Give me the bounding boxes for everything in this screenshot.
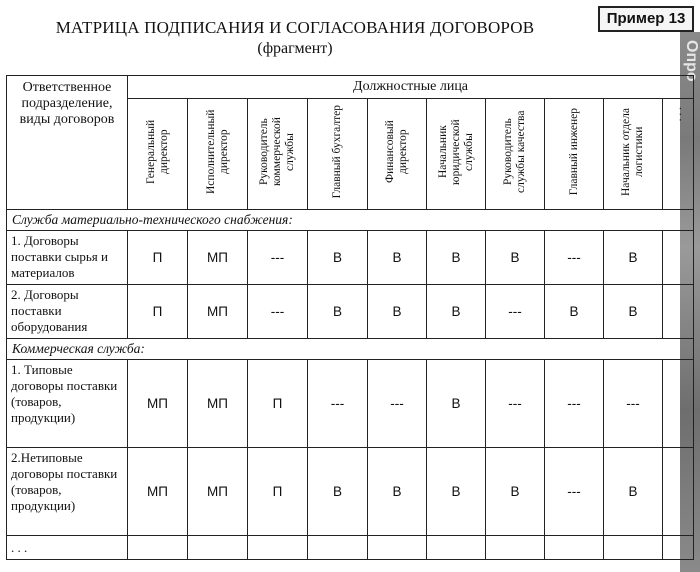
matrix-cell: В bbox=[427, 285, 486, 339]
matrix-cell: В bbox=[368, 231, 427, 285]
matrix-cell bbox=[188, 536, 248, 560]
table-row bbox=[7, 231, 694, 285]
table-row bbox=[7, 536, 694, 560]
first-column-header: Ответственное подразделение, виды договоров bbox=[7, 76, 128, 210]
matrix-cell: В bbox=[427, 360, 486, 448]
matrix-cell: В bbox=[427, 231, 486, 285]
document-subtitle: (фрагмент) bbox=[257, 40, 333, 57]
matrix-cell: МП bbox=[188, 231, 248, 285]
position-header bbox=[663, 99, 694, 210]
position-header-label: Главный бухгалтер bbox=[331, 105, 343, 199]
matrix-cell bbox=[128, 536, 188, 560]
matrix-cell: В bbox=[486, 231, 545, 285]
matrix-cell bbox=[545, 536, 604, 560]
position-header bbox=[368, 99, 427, 210]
matrix-cell: МП bbox=[128, 448, 188, 536]
section-title: Коммерческая служба: bbox=[7, 339, 694, 360]
matrix-cell: В bbox=[308, 448, 368, 536]
contract-type-label: 2. Договоры поставки оборудования bbox=[7, 285, 128, 339]
matrix-cell bbox=[604, 536, 663, 560]
position-header bbox=[128, 99, 188, 210]
matrix-cell bbox=[663, 231, 694, 285]
section-title: Служба материально-технического снабжения: bbox=[7, 210, 694, 231]
matrix-cell bbox=[248, 536, 308, 560]
position-header-label: Руководитель коммерческой службы bbox=[258, 117, 296, 187]
matrix-cell: --- bbox=[248, 231, 308, 285]
matrix-cell: --- bbox=[545, 448, 604, 536]
position-header bbox=[188, 99, 248, 210]
matrix-cell: --- bbox=[486, 360, 545, 448]
matrix-cell: П bbox=[248, 448, 308, 536]
matrix-cell: П bbox=[128, 231, 188, 285]
matrix-cell: --- bbox=[486, 285, 545, 339]
position-header-label: Исполнительный директор bbox=[204, 109, 230, 195]
matrix-cell: --- bbox=[545, 231, 604, 285]
contract-type-label: 2.Нетиповые договоры поставки (товаров, продукции) bbox=[7, 448, 128, 536]
position-header-label: Начальник отдела логистики bbox=[620, 108, 645, 196]
section-row bbox=[7, 339, 694, 360]
matrix-cell bbox=[427, 536, 486, 560]
table-row bbox=[7, 448, 694, 536]
matrix-cell: В bbox=[368, 285, 427, 339]
matrix-cell: В bbox=[308, 285, 368, 339]
position-header bbox=[427, 99, 486, 210]
matrix-cell bbox=[486, 536, 545, 560]
position-header bbox=[248, 99, 308, 210]
matrix-cell: --- bbox=[248, 285, 308, 339]
matrix-cell: МП bbox=[188, 360, 248, 448]
position-header-label: Руководитель службы качества bbox=[502, 110, 527, 194]
matrix-cell bbox=[368, 536, 427, 560]
matrix-cell: П bbox=[248, 360, 308, 448]
matrix-cell bbox=[663, 536, 694, 560]
document-title: МАТРИЦА ПОДПИСАНИЯ И СОГЛАСОВАНИЯ ДОГОВОРОВ bbox=[55, 18, 535, 37]
matrix-cell: --- bbox=[604, 360, 663, 448]
matrix-cell: П bbox=[128, 285, 188, 339]
side-strip-text: Опро bbox=[683, 40, 700, 82]
example-tag: Пример 13 bbox=[598, 6, 694, 32]
matrix-cell: --- bbox=[545, 360, 604, 448]
matrix-cell: В bbox=[308, 231, 368, 285]
matrix-cell: В bbox=[604, 231, 663, 285]
contract-type-label: 1. Договоры поставки сырья и материалов bbox=[7, 231, 128, 285]
matrix-cell: В bbox=[604, 285, 663, 339]
position-header bbox=[545, 99, 604, 210]
matrix-cell: В bbox=[427, 448, 486, 536]
contract-type-label: 1. Типовые договоры поставки (товаров, продукции) bbox=[7, 360, 128, 448]
matrix-cell: В bbox=[545, 285, 604, 339]
position-header bbox=[308, 99, 368, 210]
matrix-cell: --- bbox=[368, 360, 427, 448]
signing-matrix-table bbox=[6, 75, 694, 560]
matrix-cell: МП bbox=[188, 448, 248, 536]
matrix-cell bbox=[663, 360, 694, 448]
section-row bbox=[7, 210, 694, 231]
position-header bbox=[604, 99, 663, 210]
position-header-label: . . . bbox=[671, 107, 684, 122]
table-row bbox=[7, 285, 694, 339]
matrix-cell bbox=[663, 448, 694, 536]
trailing-row-label: . . . bbox=[7, 536, 128, 560]
position-header bbox=[486, 99, 545, 210]
position-header-label: Главный инженер bbox=[567, 108, 580, 196]
table-row bbox=[7, 360, 694, 448]
matrix-cell: МП bbox=[128, 360, 188, 448]
matrix-body bbox=[7, 210, 694, 560]
position-header-label: Финансовый директор bbox=[384, 120, 409, 184]
matrix-cell: В bbox=[604, 448, 663, 536]
matrix-cell: В bbox=[368, 448, 427, 536]
position-header-label: Генеральный директор bbox=[144, 119, 170, 185]
matrix-cell bbox=[308, 536, 368, 560]
position-header-label: Начальник юридической службы bbox=[436, 119, 475, 185]
matrix-cell bbox=[663, 285, 694, 339]
matrix-cell: В bbox=[486, 448, 545, 536]
group-header: Должностные лица bbox=[128, 76, 694, 99]
matrix-cell: --- bbox=[308, 360, 368, 448]
matrix-cell: МП bbox=[188, 285, 248, 339]
